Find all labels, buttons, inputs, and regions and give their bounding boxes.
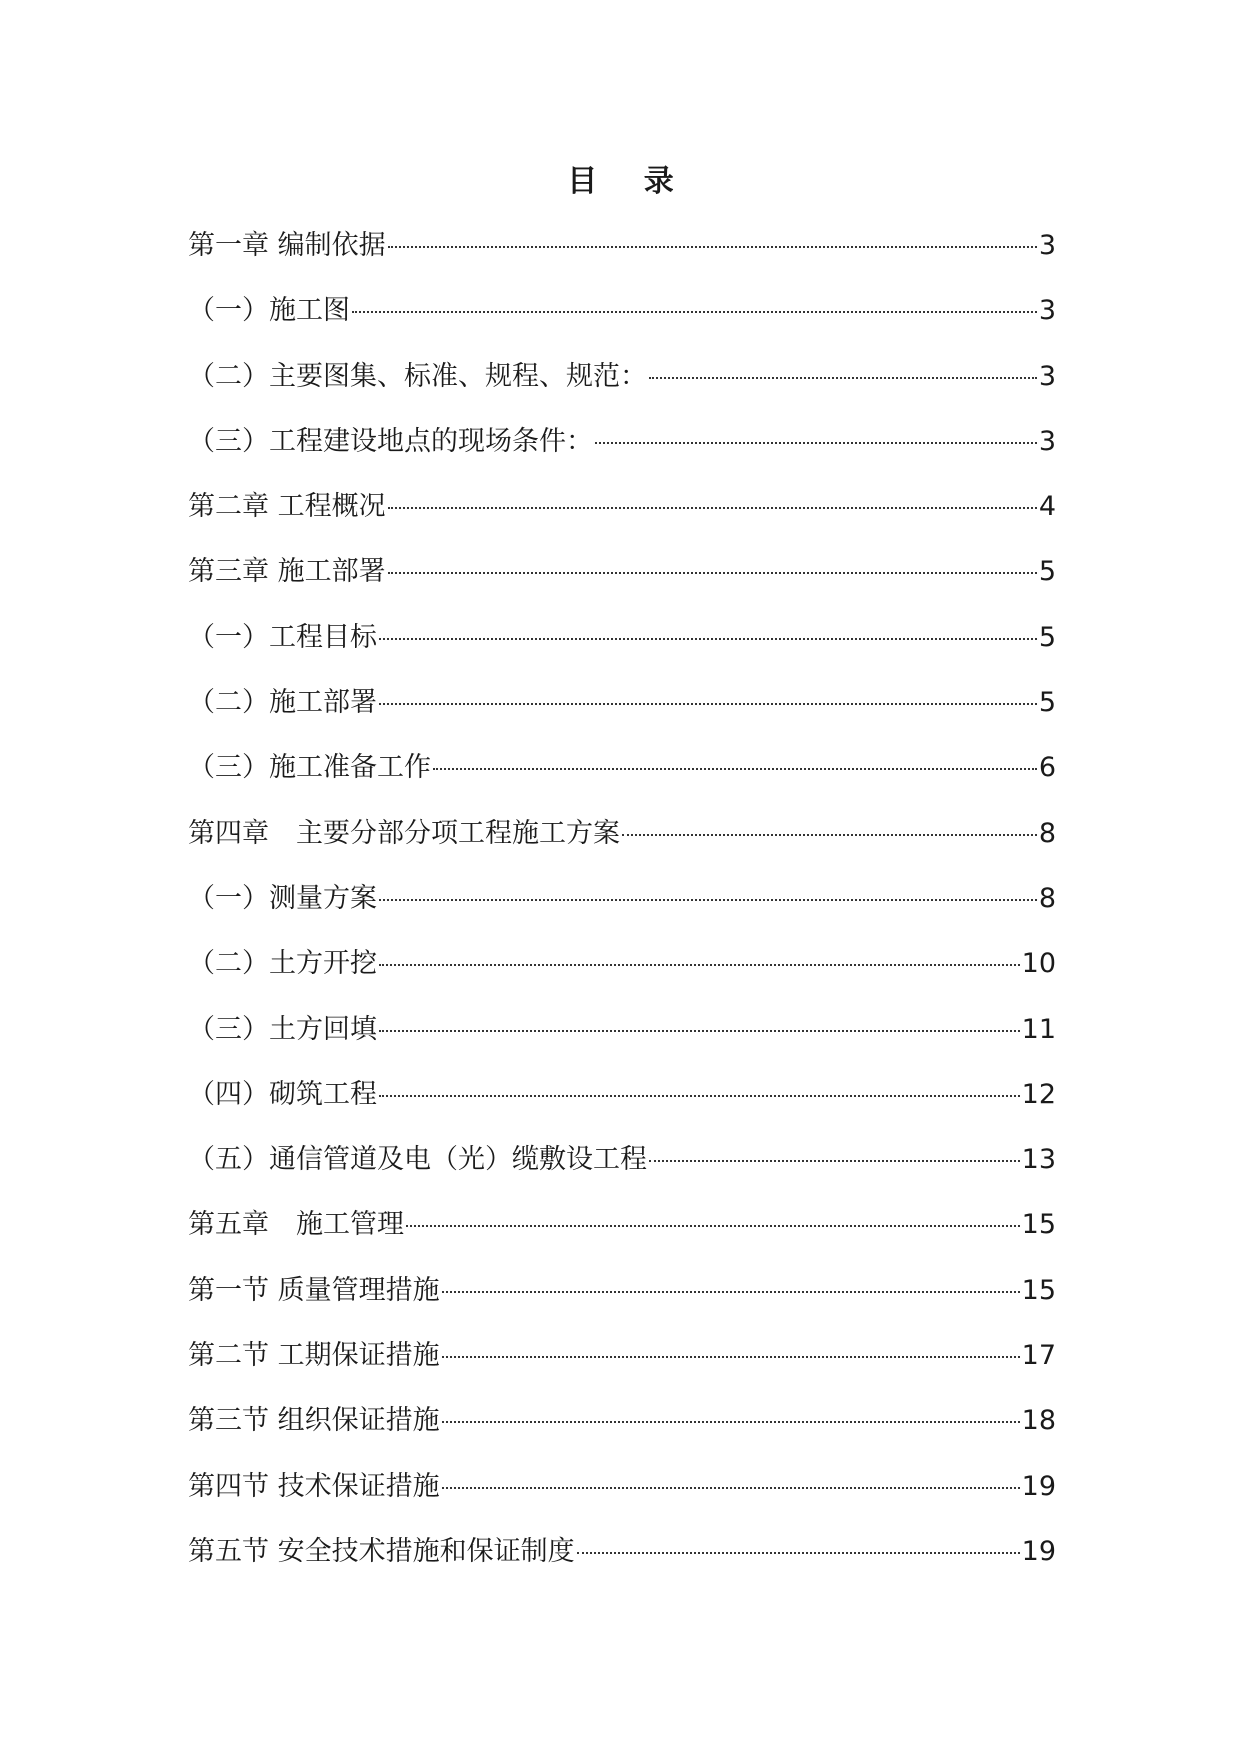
toc-dot-leader	[595, 442, 1037, 444]
toc-entry-label: 第四章 主要分部分项工程施工方案	[188, 817, 620, 849]
toc-entry-label: 第二节 工期保证措施	[188, 1340, 440, 1372]
toc-entry-page: 19	[1021, 1470, 1056, 1502]
toc-entry-label: 第一节 质量管理措施	[188, 1274, 440, 1306]
toc-entry-page: 13	[1021, 1144, 1056, 1176]
toc-dot-leader	[379, 899, 1037, 901]
toc-dot-leader	[442, 1291, 1020, 1293]
toc-dot-leader	[622, 834, 1037, 836]
toc-entry-label: （一）工程目标	[188, 621, 377, 653]
toc-entry-label: （三）土方回填	[188, 1013, 377, 1045]
toc-entry[interactable]	[188, 291, 1056, 356]
toc-entry-page: 8	[1038, 882, 1056, 914]
toc-entry[interactable]	[188, 814, 1056, 879]
toc-entry[interactable]	[188, 1336, 1056, 1401]
toc-entry-label: 第三章 施工部署	[188, 556, 386, 588]
toc-entry-page: 6	[1038, 752, 1056, 784]
toc-entry-label: 第一章 编制依据	[188, 230, 386, 261]
toc-dot-leader	[442, 1356, 1020, 1358]
toc-entry-page: 8	[1038, 817, 1056, 849]
toc-dot-leader	[406, 1225, 1020, 1227]
toc-entry[interactable]	[188, 1010, 1056, 1075]
toc-dot-leader	[388, 246, 1037, 248]
toc-entry-page: 4	[1038, 491, 1056, 523]
toc-entry-page: 15	[1021, 1274, 1056, 1306]
toc-entry-page: 3	[1038, 295, 1056, 327]
toc-entry[interactable]	[188, 226, 1056, 291]
toc-dot-leader	[442, 1421, 1020, 1423]
toc-entry-label: （二）主要图集、标准、规程、规范：	[188, 360, 647, 392]
toc-entry[interactable]	[188, 357, 1056, 422]
toc-entry-page: 17	[1021, 1340, 1056, 1372]
toc-entry-page: 3	[1038, 425, 1056, 457]
toc-entry-label: 第五章 施工管理	[188, 1209, 404, 1241]
toc-entry[interactable]	[188, 944, 1056, 1009]
toc-entry-label: （三）工程建设地点的现场条件：	[188, 425, 593, 457]
toc-entry[interactable]	[188, 422, 1056, 487]
toc-entry-page: 5	[1038, 687, 1056, 719]
toc-entry[interactable]	[188, 1140, 1056, 1205]
toc-entry-label: 第三节 组织保证措施	[188, 1405, 440, 1437]
toc-entry-label: 第四节 技术保证措施	[188, 1470, 440, 1502]
toc-entry-label: 第二章 工程概况	[188, 491, 386, 523]
toc-entry-label: （四）砌筑工程	[188, 1078, 377, 1110]
toc-entry[interactable]	[188, 1401, 1056, 1466]
toc-entry-page: 12	[1021, 1078, 1056, 1110]
toc-entry[interactable]	[188, 552, 1056, 617]
toc-entry-label: （二）土方开挖	[188, 948, 377, 980]
toc-entry-label: （三）施工准备工作	[188, 752, 431, 784]
toc-entry-label: 第五节 安全技术措施和保证制度	[188, 1535, 575, 1567]
toc-entry-page: 5	[1038, 556, 1056, 588]
toc-dot-leader	[442, 1487, 1020, 1489]
toc-entry[interactable]	[188, 1467, 1056, 1532]
toc-dot-leader	[649, 377, 1037, 379]
toc-entry[interactable]	[188, 487, 1056, 552]
toc-dot-leader	[388, 572, 1037, 574]
toc-entry[interactable]	[188, 879, 1056, 944]
toc-entry[interactable]	[188, 1075, 1056, 1140]
toc-entry-label: （一）测量方案	[188, 882, 377, 914]
toc-dot-leader	[649, 1160, 1020, 1162]
toc-dot-leader	[379, 964, 1020, 966]
toc-entry-page: 3	[1038, 360, 1056, 392]
toc-dot-leader	[379, 703, 1037, 705]
toc-entry-page: 5	[1038, 621, 1056, 653]
toc-entry-page: 11	[1021, 1013, 1056, 1045]
toc-dot-leader	[433, 768, 1037, 770]
toc-entry-page: 19	[1021, 1535, 1056, 1567]
toc-entry-label: （五）通信管道及电（光）缆敷设工程	[188, 1144, 647, 1176]
toc-entry-page: 3	[1038, 230, 1056, 261]
toc-entry-label: （二）施工部署	[188, 687, 377, 719]
toc-entry-page: 10	[1021, 948, 1056, 980]
toc-dot-leader	[379, 1095, 1020, 1097]
toc-dot-leader	[379, 638, 1037, 640]
toc-entry[interactable]	[188, 748, 1056, 813]
toc-list	[188, 226, 1056, 1597]
toc-dot-leader	[577, 1552, 1020, 1554]
toc-entry[interactable]	[188, 683, 1056, 748]
toc-entry[interactable]	[188, 1205, 1056, 1270]
toc-entry-page: 15	[1021, 1209, 1056, 1241]
toc-entry[interactable]	[188, 618, 1056, 683]
toc-entry-label: （一）施工图	[188, 295, 350, 327]
toc-entry[interactable]	[188, 1532, 1056, 1597]
toc-entry[interactable]	[188, 1271, 1056, 1336]
toc-title: 目 录	[567, 164, 692, 199]
toc-dot-leader	[379, 1030, 1020, 1032]
toc-entry-page: 18	[1021, 1405, 1056, 1437]
toc-dot-leader	[352, 311, 1037, 313]
toc-dot-leader	[388, 507, 1037, 509]
